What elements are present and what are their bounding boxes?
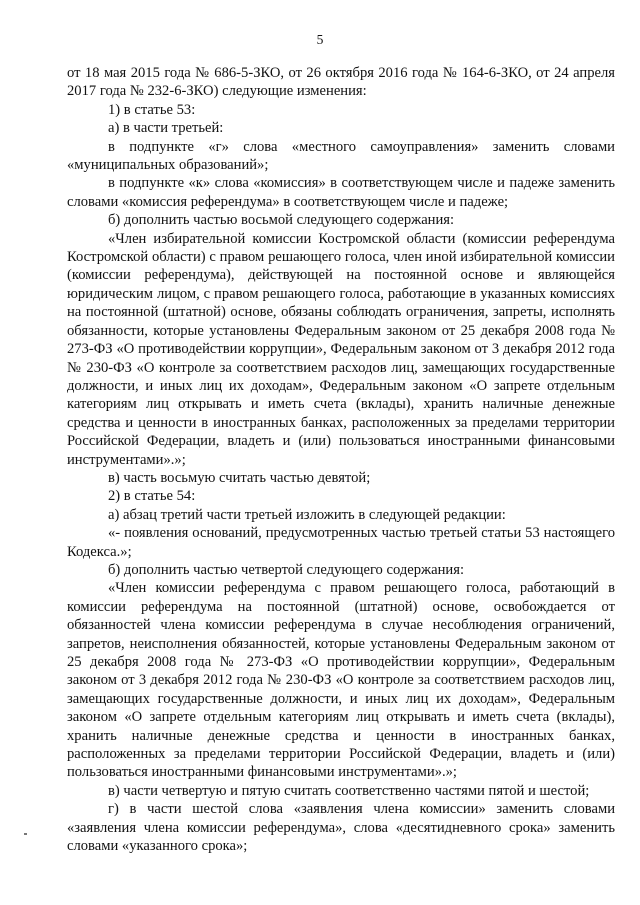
subparagraph-g: в подпункте «г» слова «местного самоуправления» заменить словами «муниципальных образований»; bbox=[67, 138, 615, 174]
subitem-part-six: г) в части шестой слова «заявления члена комиссии» заменить словами «заявления члена комиссии референдума», слова «десятидневного срока» заменить словами «указанного срока»; bbox=[67, 801, 615, 855]
page-number: 5 bbox=[316, 32, 324, 47]
item-article-54: 2) в статье 54: bbox=[108, 488, 196, 505]
subparagraph-k: в подпункте «к» слова «комиссия» в соответствующем числе и падеже заменить словами «комиссия референдума» в соответствующем числе и падеже; bbox=[67, 175, 615, 210]
subitem-renumber-parts: в) части четвертую и пятую считать соответственно частями пятой и шестой; bbox=[108, 782, 590, 799]
quoted-part-eight: «Член избирательной комиссии Костромской области (комиссии референдума Костромской области) с правом решающего голоса, член иной избирательной комиссии (комиссии референдума), действующей на постоянной основе и являющейся юридическим лицом, с правом решающего голоса, работающие в указанных комиссиях на постоянной (штатной) основе, обязаны соблюдать ограничения, запреты, исполнять обязанности, которые установлены Федеральным законом от 25 декабря 2008 года № 273-ФЗ «О противодействии коррупции», Федеральным законом от 3 декабря 2012 года № 230-ФЗ «О контроле за соответствием расходов лиц, замещающих государственные должности, и иных лиц их доходам», Федеральным законом «О запрете отдельным категориям лиц открывать и иметь счета (вклады), хранить наличные денежные средства и ценности в иностранных банках, расположенных за пределами территории Российской Федерации, владеть и (или) пользоваться иностранными финансовыми инструментами».»; bbox=[67, 230, 615, 468]
subitem-add-part-eight: б) дополнить частью восьмой следующего содержания: bbox=[108, 212, 455, 229]
item-article-53: 1) в статье 53: bbox=[108, 101, 196, 118]
document-body bbox=[67, 64, 615, 855]
quoted-part-four: «Член комиссии референдума с правом решающего голоса, работающий в комиссии референдума на постоянной (штатной) основе, освобождается от обязанностей члена комиссии референдума в случае несоблюдения ограничений, запретов, неисполнения обязанностей, которые установлены Федеральным законом от 25 декабря 2008 года № 273-ФЗ «О противодействии коррупции», Федеральным законом от 3 декабря 2012 года № 230-ФЗ «О контроле за соответствием расходов лиц, замещающих государственные должности, и иных лиц их доходам», Федеральным законом «О запрете отдельным категориям лиц открывать и иметь счета (вклады), хранить наличные денежные средства и ценности в иностранных банках, расположенных за пределами территории Российской Федерации, владеть и (или) пользоваться иностранными финансовыми инструментами».»; bbox=[67, 580, 615, 781]
subitem-part-three: а) в части третьей: bbox=[108, 120, 224, 137]
subitem-add-part-four: б) дополнить частью четвертой следующего содержания: bbox=[108, 561, 465, 578]
scan-mark bbox=[24, 833, 27, 835]
subitem-paragraph-three: а) абзац третий части третьей изложить в следующей редакции: bbox=[108, 506, 506, 523]
intro-paragraph: от 18 мая 2015 года № 686-5-ЗКО, от 26 октября 2016 года № 164-6-ЗКО, от 24 апреля 2017 года № 232-6-ЗКО) следующие изменения: bbox=[67, 65, 615, 100]
quoted-new-paragraph: «- появления оснований, предусмотренных частью третьей статьи 53 настоящего Кодекса.»; bbox=[67, 525, 615, 560]
subitem-renumber-part-eight: в) часть восьмую считать частью девятой; bbox=[108, 469, 371, 486]
